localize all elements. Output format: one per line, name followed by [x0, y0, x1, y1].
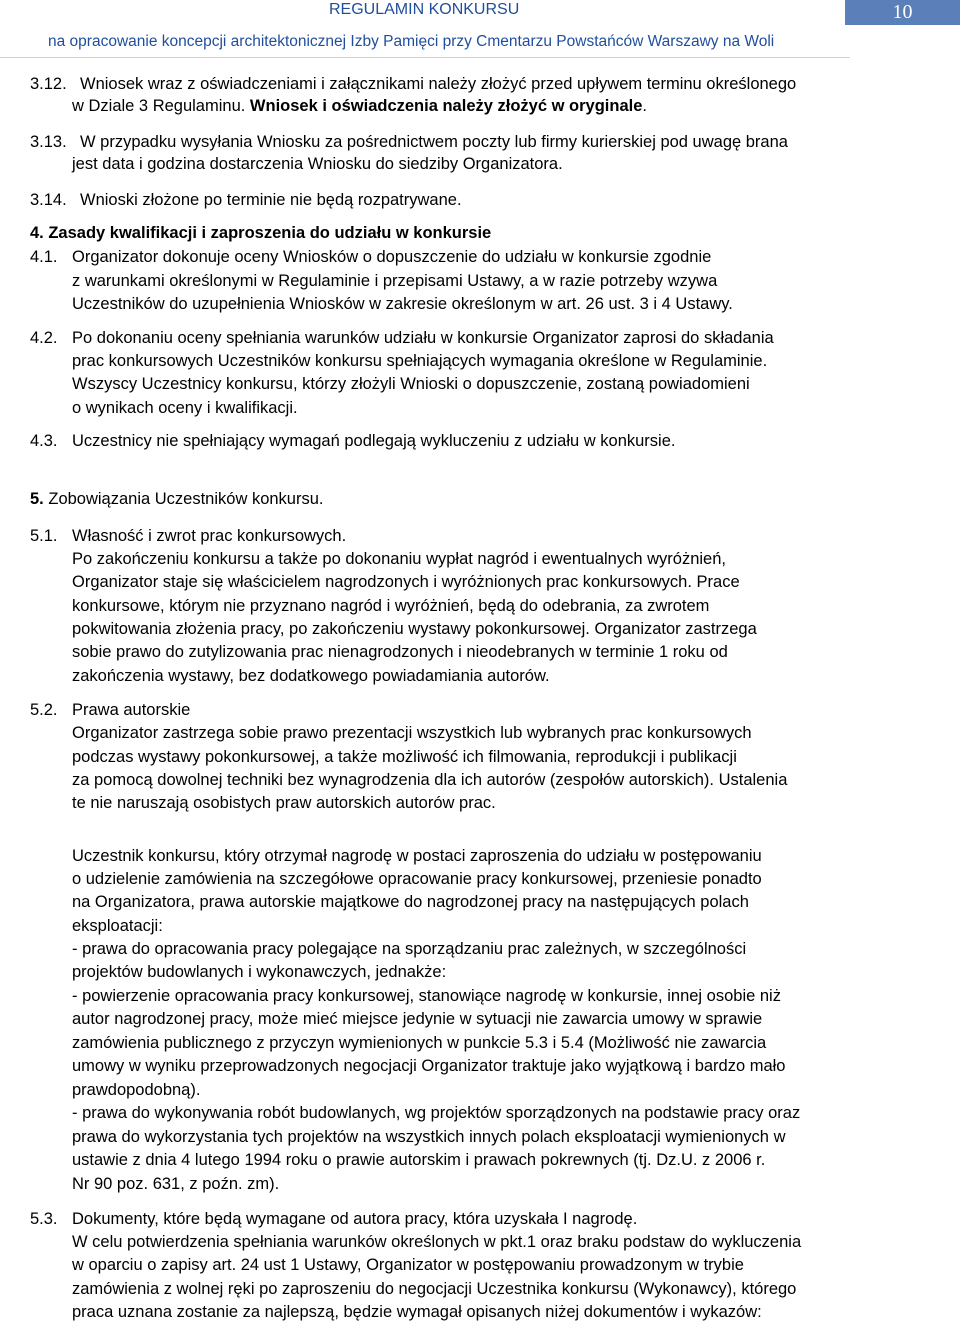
paragraph-line: w oparciu o zapisy art. 24 ust 1 Ustawy, Organizator w postępowaniu prowadzonym w trybie	[72, 1256, 744, 1274]
paragraph-line: Wszyscy Uczestnicy konkursu, którzy złożyli Wnioski o dopuszczenie, zostaną powiadomieni	[72, 375, 750, 393]
paragraph-line: - prawa do opracowania pracy polegające na sporządzaniu prac zależnych, w szczególności	[72, 940, 747, 958]
bold-text: Wniosek i oświadczenia należy złożyć w oryginale	[249, 97, 643, 115]
paragraph-line: prawdopodobną).	[72, 1081, 201, 1099]
paragraph-line: zamówienia publicznego z przyczyn wymienionych w punkcie 5.3 i 5.4 (Możliwość nie zawarcia	[72, 1034, 767, 1052]
paragraph-line: eksploatacji:	[72, 917, 163, 935]
section-number: 5.1.	[30, 527, 58, 545]
paragraph-line	[72, 95, 647, 117]
paragraph-line: Uczestnicy nie spełniający wymagań podlegają wykluczeniu z udziału w konkursie.	[72, 432, 676, 450]
paragraph-line: W przypadku wysyłania Wniosku za pośrednictwem poczty lub firmy kurierskiej pod uwagę brana	[80, 133, 788, 151]
header-title: REGULAMIN KONKURSU	[329, 1, 520, 18]
paragraph-line: ustawie z dnia 4 lutego 1994 roku o prawie autorskim i prawach pokrewnych (tj. Dz.U. z 2006 r.	[72, 1151, 766, 1169]
paragraph-line: Wnioski złożone po terminie nie będą rozpatrywane.	[80, 191, 462, 209]
paragraph-line: zamówienia z wolnej ręki po zaproszeniu do negocjacji Uczestnika konkursu (Wykonawcy), którego	[72, 1280, 797, 1298]
paragraph-line: Po zakończeniu konkursu a także po dokonaniu wypłat nagród i ewentualnych wyróżnień,	[72, 550, 726, 568]
paragraph-line: Organizator dokonuje oceny Wniosków o dopuszczenie do udziału w konkursie zgodnie	[72, 248, 712, 266]
paragraph-line: - powierzenie opracowania pracy konkursowej, stanowiące nagrodę w konkursie, innej osobie niż	[72, 987, 781, 1005]
header-subtitle: na opracowanie koncepcji architektonicznej Izby Pamięci przy Cmentarzu Powstańców Warszawy na Woli	[48, 33, 775, 50]
page-number-badge: 10	[845, 0, 960, 25]
section-number: 3.14.	[30, 191, 67, 209]
paragraph-line: za pomocą dowolnej techniki bez wynagrodzenia dla ich autorów (zespołów autorskich). Ustalenia	[72, 771, 788, 789]
paragraph-line: Uczestnik konkursu, który otrzymał nagrodę w postaci zaproszenia do udziału w postępowaniu	[72, 847, 762, 865]
text-span: w Dziale 3 Regulaminu.	[72, 97, 250, 115]
paragraph-line: zakończenia wystawy, bez dodatkowego powiadamiania autorów.	[72, 667, 550, 685]
paragraph-line: jest data i godzina dostarczenia Wniosku do siedziby Organizatora.	[72, 155, 563, 173]
paragraph-line: - prawa do wykonywania robót budowlanych, wg projektów sporządzonych na podstawie pracy oraz	[72, 1104, 801, 1122]
paragraph-line: praca uznana zostanie za najlepszą, będzie wymagał opisanych niżej dokumentów i wykazów:	[72, 1303, 762, 1321]
paragraph-line: te nie naruszają osobistych praw autorskich autorów prac.	[72, 794, 496, 812]
section-number: 4.1.	[30, 248, 58, 266]
paragraph-line: Wniosek wraz z oświadczeniami i załącznikami należy złożyć przed upływem terminu określonego	[80, 75, 797, 93]
paragraph-line: Nr 90 poz. 631, z poźn. zm).	[72, 1175, 280, 1193]
paragraph-line: prac konkursowych Uczestników konkursu spełniających wymagania określone w Regulaminie.	[72, 352, 768, 370]
section-heading: 4. Zasady kwalifikacji i zaproszenia do udziału w konkursie	[30, 224, 492, 242]
paragraph-line: projektów budowlanych i wykonawczych, jednakże:	[72, 963, 447, 981]
section-number: 5.	[30, 490, 44, 508]
paragraph-line: prawa do wykorzystania tych projektów na wszystkich innych polach eksploatacji wymienionych w	[72, 1128, 786, 1146]
paragraph-line: sobie prawo do zutylizowania prac nienagrodzonych i nieodebranych w terminie 1 roku od	[72, 643, 728, 661]
header-divider	[0, 57, 850, 58]
section-heading	[30, 488, 324, 510]
paragraph-line: autor nagrodzonej pracy, może mieć miejsce jedynie w sytuacji nie zawarcia umowy w sprawie	[72, 1010, 763, 1028]
section-number: 3.13.	[30, 133, 67, 151]
paragraph-line: Organizator staje się właścicielem nagrodzonych i wyróżnionych prac konkursowych. Prace	[72, 573, 740, 591]
paragraph-line: Uczestników do uzupełnienia Wniosków w zakresie określonym w art. 26 ust. 3 i 4 Ustawy.	[72, 295, 733, 313]
text-span: .	[642, 97, 647, 115]
section-number: 4.3.	[30, 432, 58, 450]
paragraph-line: W celu potwierdzenia spełniania warunków określonych w pkt.1 oraz braku podstaw do wykluczenia	[72, 1233, 802, 1251]
paragraph-line: o wynikach oceny i kwalifikacji.	[72, 399, 298, 417]
paragraph-line: Po dokonaniu oceny spełniania warunków udziału w konkursie Organizator zaprosi do składania	[72, 329, 774, 347]
paragraph-line: Organizator zastrzega sobie prawo prezentacji wszystkich lub wybranych prac konkursowych	[72, 724, 752, 742]
section-number: 4.2.	[30, 329, 58, 347]
heading-text: Zobowiązania Uczestników konkursu.	[48, 490, 324, 508]
paragraph-line: Dokumenty, które będą wymagane od autora pracy, która uzyskała I nagrodę.	[72, 1210, 638, 1228]
paragraph-line: konkursowe, którym nie przyznano nagród i wyróżnień, będą do odebrania, za zwrotem	[72, 597, 710, 615]
paragraph-line: pokwitowania złożenia pracy, po zakończeniu wystawy pokonkursowej. Organizator zastrzega	[72, 620, 757, 638]
paragraph-line: na Organizatora, prawa autorskie majątkowe do nagrodzonej pracy na następujących polach	[72, 893, 749, 911]
paragraph-line: Prawa autorskie	[72, 701, 191, 719]
paragraph-line: o udzielenie zamówienia na szczegółowe opracowanie pracy konkursowej, przeniesie ponadto	[72, 870, 762, 888]
section-number: 5.3.	[30, 1210, 58, 1228]
paragraph-line: podczas wystawy pokonkursowej, a także możliwość ich filmowania, reprodukcji i publikacji	[72, 748, 737, 766]
section-number: 3.12.	[30, 75, 67, 93]
paragraph-line: z warunkami określonymi w Regulaminie i przepisami Ustawy, a w razie potrzeby wzywa	[72, 272, 718, 290]
paragraph-line: Własność i zwrot prac konkursowych.	[72, 527, 347, 545]
paragraph-line: umowy w wyniku przeprowadzonych negocjacji Organizator traktuje jako wyjątkową i bardzo mało	[72, 1057, 786, 1075]
section-number: 5.2.	[30, 701, 58, 719]
